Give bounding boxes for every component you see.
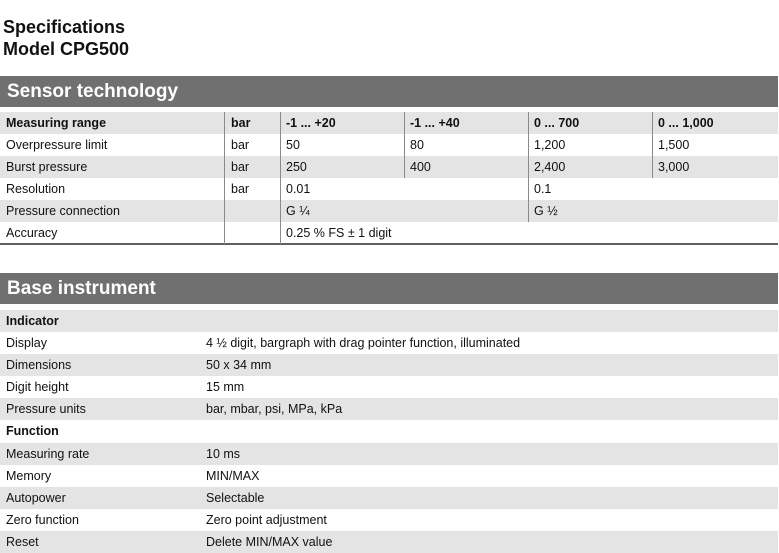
table-row	[0, 112, 778, 134]
value-cell: 4 ½ digit, bargraph with drag pointer function, illuminated	[206, 336, 521, 350]
row-label: Pressure units	[6, 402, 86, 416]
value-cell: 0 ... 700	[534, 116, 580, 130]
row-label: Burst pressure	[6, 160, 88, 174]
value-cell: G ¼	[286, 204, 310, 218]
column-divider	[280, 112, 281, 244]
column-divider	[404, 112, 405, 178]
value-cell: bar, mbar, psi, MPa, kPa	[206, 402, 343, 416]
table-row	[0, 222, 778, 245]
unit-cell: bar	[231, 160, 250, 174]
unit-cell: bar	[231, 138, 250, 152]
model-title: Model CPG500	[3, 39, 130, 59]
table-row	[0, 156, 778, 178]
section-header-sensor: Sensor technology	[0, 76, 778, 107]
value-cell: -1 ... +40	[410, 116, 460, 130]
subheading-row	[0, 310, 778, 332]
column-divider	[652, 112, 653, 178]
row-label: Reset	[6, 535, 39, 549]
subheading-row	[0, 420, 778, 442]
row-label: Digit height	[6, 380, 69, 394]
value-cell: Zero point adjustment	[206, 513, 327, 527]
table-row	[0, 465, 778, 487]
value-cell: 400	[410, 160, 431, 174]
table-row	[0, 487, 778, 509]
value-cell: 0.1	[534, 182, 552, 196]
table-row	[0, 376, 778, 398]
row-label: Memory	[6, 469, 52, 483]
value-cell: 1,200	[534, 138, 566, 152]
table-row	[0, 178, 778, 200]
section-header-base: Base instrument	[0, 273, 778, 304]
row-label: Overpressure limit	[6, 138, 108, 152]
value-cell: 0.25 % FS ± 1 digit	[286, 226, 392, 240]
row-label: Measuring range	[6, 116, 107, 130]
subheading-indicator: Indicator	[6, 314, 59, 328]
value-cell: MIN/MAX	[206, 469, 260, 483]
table-row	[0, 509, 778, 531]
table-row	[0, 354, 778, 376]
value-cell: 10 ms	[206, 447, 241, 461]
table-row	[0, 134, 778, 156]
value-cell: 80	[410, 138, 424, 152]
table-row	[0, 398, 778, 420]
row-label: Zero function	[6, 513, 79, 527]
value-cell: Delete MIN/MAX value	[206, 535, 333, 549]
value-cell: -1 ... +20	[286, 116, 336, 130]
table-row	[0, 443, 778, 465]
row-label: Pressure connection	[6, 204, 120, 218]
column-divider	[224, 112, 225, 244]
unit-cell: bar	[231, 116, 251, 130]
row-label: Measuring rate	[6, 447, 90, 461]
value-cell: 0.01	[286, 182, 311, 196]
row-label: Accuracy	[6, 226, 58, 240]
row-label: Display	[6, 336, 47, 350]
column-divider	[528, 112, 529, 222]
value-cell: 2,400	[534, 160, 566, 174]
unit-cell: bar	[231, 182, 250, 196]
table-row	[0, 332, 778, 354]
value-cell: G ½	[534, 204, 558, 218]
value-cell: 0 ... 1,000	[658, 116, 714, 130]
page-title: Specifications	[3, 17, 126, 37]
row-label: Resolution	[6, 182, 66, 196]
table-row	[0, 531, 778, 553]
row-label: Dimensions	[6, 358, 72, 372]
value-cell: 15 mm	[206, 380, 245, 394]
value-cell: 3,000	[658, 160, 690, 174]
row-label: Autopower	[6, 491, 66, 505]
value-cell: 50	[286, 138, 300, 152]
table-row	[0, 200, 778, 222]
value-cell: 250	[286, 160, 307, 174]
value-cell: 50 x 34 mm	[206, 358, 272, 372]
value-cell: 1,500	[658, 138, 690, 152]
subheading-function: Function	[6, 424, 59, 438]
value-cell: Selectable	[206, 491, 265, 505]
